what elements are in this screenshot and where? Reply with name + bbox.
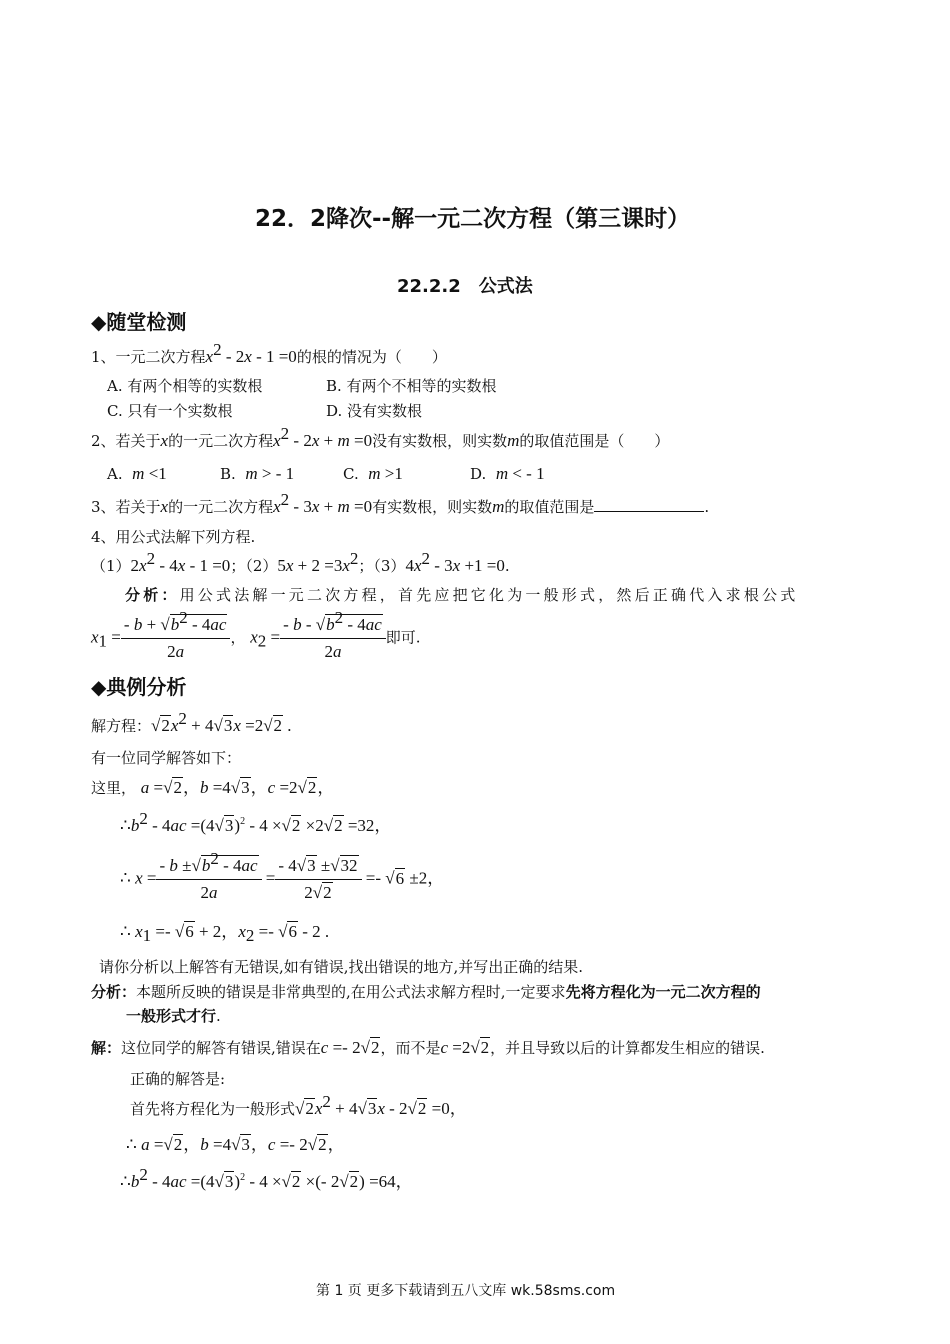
q1-option-c: C. 只有一个实数根 <box>107 402 233 420</box>
example-question: 请你分析以上解答有无错误,如有错误,找出错误的地方,并写出正确的结果. <box>99 958 584 976</box>
page-title: 22．2降次--解一元二次方程（第三课时） <box>255 206 691 232</box>
q1-option-d: D. 没有实数根 <box>326 402 423 420</box>
q1-prefix: 1、一元二次方程 <box>91 348 206 366</box>
answer-blank <box>594 497 704 512</box>
example-correct-coefficients: ∴ a =√2，b =4√3，c =- 2√2， <box>126 1135 345 1154</box>
q4-equations: $(1)2x^2 - 4x - 1 =0$；$(2)5x + 2 =3x^2$；$(3)4x^2 - 3x +1 =0$. <box>91 549 510 575</box>
example-intro: 有一位同学解答如下： <box>91 749 242 767</box>
q2-option-c: C. m >1 <box>343 464 403 483</box>
question-1: 1、一元二次方程$x^2 - 2x - 1 =0$的根的情况为（ ） <box>91 340 447 366</box>
question-4: 4、用公式法解下列方程. <box>91 528 256 546</box>
section-subtitle: 22.2.2 公式法 <box>397 276 533 297</box>
q2-option-b: B. m > - 1 <box>220 464 295 483</box>
example-general-form: 首先将方程化为一般形式$√2x^2 + 4√3x - 2√2 =0$， <box>130 1092 467 1118</box>
analysis-paragraph: 分析：用公式法解一元二次方程，首先应把它化为一般形式，然后正确代入求根公式 <box>125 586 799 604</box>
q2-option-d: D. m < - 1 <box>470 464 545 483</box>
example-correct-label: 正确的解答是: <box>130 1070 226 1088</box>
example-roots: ∴ $x_1 =- √6 + 2$，$x_2 =- √6 - 2$ . <box>120 922 330 945</box>
section-heading-examples: ◆典例分析 <box>91 675 187 699</box>
section-heading-practice: ◆随堂检测 <box>91 310 187 334</box>
example-roots-formula: ∴ x = $\frac{- b \pm√b^2 - 4ac}{2a}$ = $\frac{- 4√3 \pm√32}{2√2}$ =- √6 ±2， <box>120 849 445 902</box>
example-problem: 解方程：$√2x^2 + 4√3x =2√2$ . <box>91 709 292 735</box>
question-2: 2、若关于x的一元二次方程$x^2 - 2x + m =0$没有实数根，则实数m的取值范围是（ ） <box>91 424 670 450</box>
question-3: 3、若关于x的一元二次方程$x^2 - 3x + m =0$有实数根，则实数m的取值范围是 . <box>91 490 710 516</box>
q1-suffix: 的根的情况为（ ） <box>296 348 447 366</box>
page-footer: 第 1 页 更多下载请到五八文库 wk.58sms.com <box>316 1283 616 1299</box>
quadratic-formula: $x_1$ = $\frac{- b + √b^2 - 4ac}{2a}$ ， $x_2$ = $\frac{- b - √b^2 - 4ac}{2a}$ 即可. <box>91 608 421 661</box>
example-coefficients: 这里， a =√2，b =4√3，c =2√2， <box>91 778 335 797</box>
q1-option-a: A. 有两个相等的实数根 <box>107 377 263 395</box>
q2-option-a: A. m <1 <box>107 464 167 483</box>
example-analysis: 分析：本题所反映的错误是非常典型的,在用公式法求解方程时,一定要求先将方程化为一元二次方程的 <box>91 983 761 1001</box>
q1-option-b: B. 有两个不相等的实数根 <box>326 377 497 395</box>
example-analysis-cont: 一般形式才行. <box>126 1007 221 1025</box>
example-correct-discriminant: $\therefore b^2 - 4ac =(4√3)^2 - 4 \times√2$ ×(- 2√2) =64， <box>120 1165 413 1191</box>
example-answer: 解：这位同学的解答有错误,错误在c =- 2√2，而不是c =2√2，并且导致以后的计算都发生相应的错误. <box>91 1038 765 1057</box>
example-discriminant: $\therefore b^2 - 4ac =(4√3)^2 - 4 \times√2 \times 2√2 =32$， <box>120 809 392 835</box>
